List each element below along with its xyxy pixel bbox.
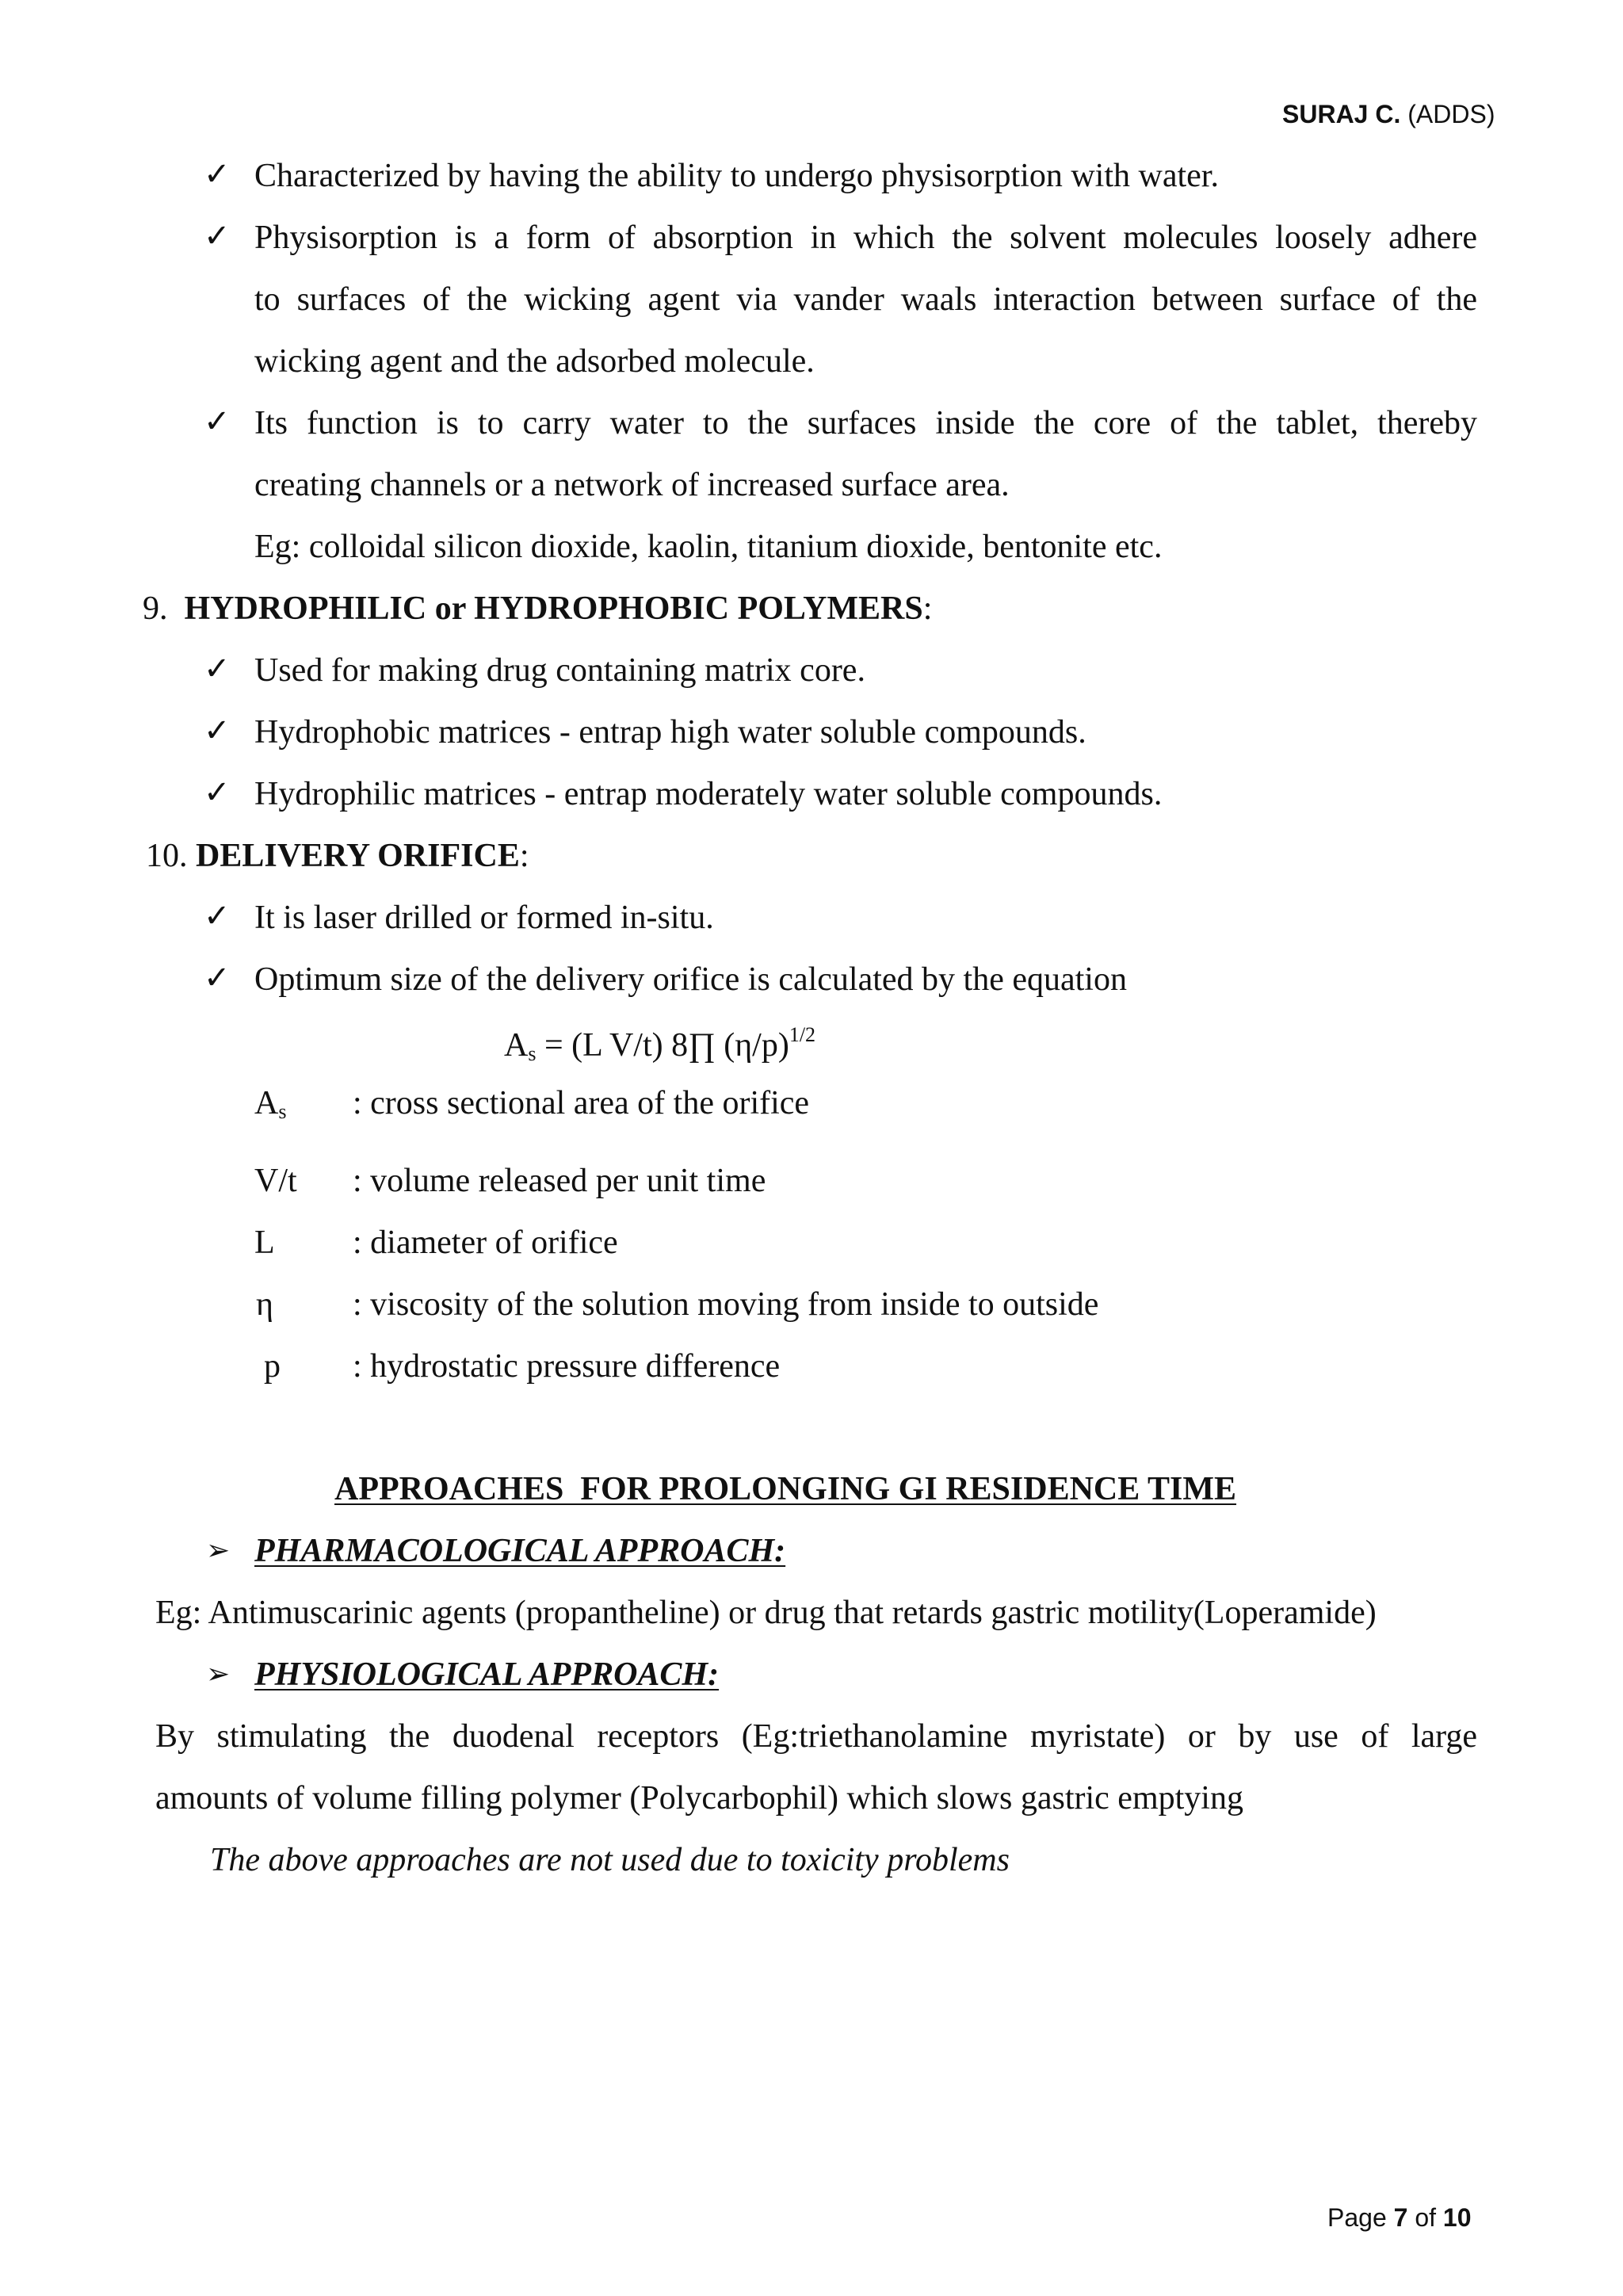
symbol-subscript: s — [278, 1100, 287, 1123]
pharmacological-title — [254, 1534, 785, 1568]
check-icon: ✓ — [204, 960, 231, 996]
definition-symbol: L — [254, 1224, 275, 1261]
footer-page-number: 7 — [1393, 2203, 1408, 2232]
definition-symbol: p — [264, 1348, 281, 1385]
toxicity-note — [210, 1843, 1010, 1877]
check-icon: ✓ — [204, 774, 231, 811]
section-title: HYDROPHILIC or HYDROPHOBIC POLYMERS — [184, 590, 923, 627]
bullet-text-continued: wicking agent and the adsorbed molecule. — [254, 343, 815, 380]
section-number: 10. — [146, 838, 188, 874]
pharmacological-text: Eg: Antimuscarinic agents (propantheline) or drug that retards gastric motility(Loperamide) — [155, 1595, 1377, 1631]
check-icon: ✓ — [204, 218, 231, 254]
bullet-text: Hydrophilic matrices - entrap moderately water soluble compounds. — [254, 776, 1163, 812]
approaches-heading — [334, 1473, 1236, 1506]
arrow-bullet-icon: ➢ — [206, 1658, 231, 1690]
equation-rhs: = (L V/t) 8∏ (η/p) — [536, 1027, 789, 1064]
physiological-title — [254, 1658, 719, 1691]
physiological-text: By stimulating the duodenal receptors (Eg:triethanolamine myristate) or by use of large — [155, 1718, 1477, 1755]
check-icon: ✓ — [204, 898, 231, 934]
definition-text: : hydrostatic pressure difference — [353, 1348, 781, 1385]
physiological-text-continued: amounts of volume filling polymer (Polycarbophil) which slows gastric emptying — [155, 1780, 1243, 1817]
section-10-heading — [146, 839, 529, 873]
check-icon: ✓ — [204, 651, 231, 687]
header-course: (ADDS) — [1407, 100, 1495, 128]
section-9-heading — [143, 592, 932, 625]
definition-symbol: V/t — [254, 1163, 297, 1199]
pharmacological-title-text: PHARMACOLOGICAL APPROACH: — [254, 1533, 786, 1569]
bullet-text: Hydrophobic matrices - entrap high water soluble compounds. — [254, 714, 1086, 751]
page-footer — [1327, 2205, 1471, 2230]
page-header — [1282, 101, 1495, 127]
footer-of-label: of — [1415, 2203, 1436, 2232]
section-number: 9. — [143, 590, 168, 627]
approaches-heading-text: APPROACHES FOR PROLONGING GI RESIDENCE TIME — [334, 1471, 1237, 1507]
definition-text: : volume released per unit time — [353, 1163, 766, 1199]
symbol-text: A — [254, 1085, 279, 1121]
bullet-text: It is laser drilled or formed in-situ. — [254, 900, 714, 936]
bullet-text: Characterized by having the ability to undergo physisorption with water. — [254, 158, 1219, 194]
equation-exponent: 1/2 — [789, 1023, 816, 1046]
section-colon: : — [922, 590, 933, 627]
check-icon: ✓ — [204, 156, 231, 193]
footer-total-pages: 10 — [1442, 2203, 1472, 2232]
orifice-equation — [504, 1025, 815, 1064]
bullet-text: Used for making drug containing matrix core. — [254, 652, 865, 689]
bullet-text: Physisorption is a form of absorption in which the solvent molecules loosely adhere — [254, 220, 1477, 256]
header-author: SURAJ C. — [1282, 100, 1401, 128]
definition-text: : diameter of orifice — [353, 1224, 618, 1261]
section-title: DELIVERY ORIFICE — [196, 838, 520, 874]
definition-text: : viscosity of the solution moving from inside to outside — [353, 1286, 1099, 1323]
check-icon: ✓ — [204, 403, 231, 440]
definition-symbol: η — [256, 1286, 273, 1323]
check-icon: ✓ — [204, 712, 231, 749]
bullet-text-continued: to surfaces of the wicking agent via vander waals interaction between surface of the — [254, 281, 1477, 318]
bullet-text: Its function is to carry water to the surfaces inside the core of the tablet, thereby — [254, 405, 1477, 441]
arrow-bullet-icon: ➢ — [206, 1534, 231, 1567]
toxicity-note-text: The above approaches are not used due to toxicity problems — [210, 1842, 1010, 1878]
physiological-title-text: PHYSIOLOGICAL APPROACH: — [254, 1656, 720, 1693]
footer-page-label: Page — [1327, 2203, 1387, 2232]
example-text: Eg: colloidal silicon dioxide, kaolin, titanium dioxide, bentonite etc. — [254, 529, 1163, 565]
bullet-text-continued: creating channels or a network of increased surface area. — [254, 467, 1010, 503]
equation-lhs: A — [504, 1027, 529, 1064]
definition-symbol — [254, 1087, 286, 1122]
equation-lhs-subscript: s — [528, 1042, 537, 1065]
bullet-text: Optimum size of the delivery orifice is calculated by the equation — [254, 961, 1127, 998]
definition-text: : cross sectional area of the orifice — [353, 1085, 810, 1121]
section-colon: : — [519, 838, 529, 874]
